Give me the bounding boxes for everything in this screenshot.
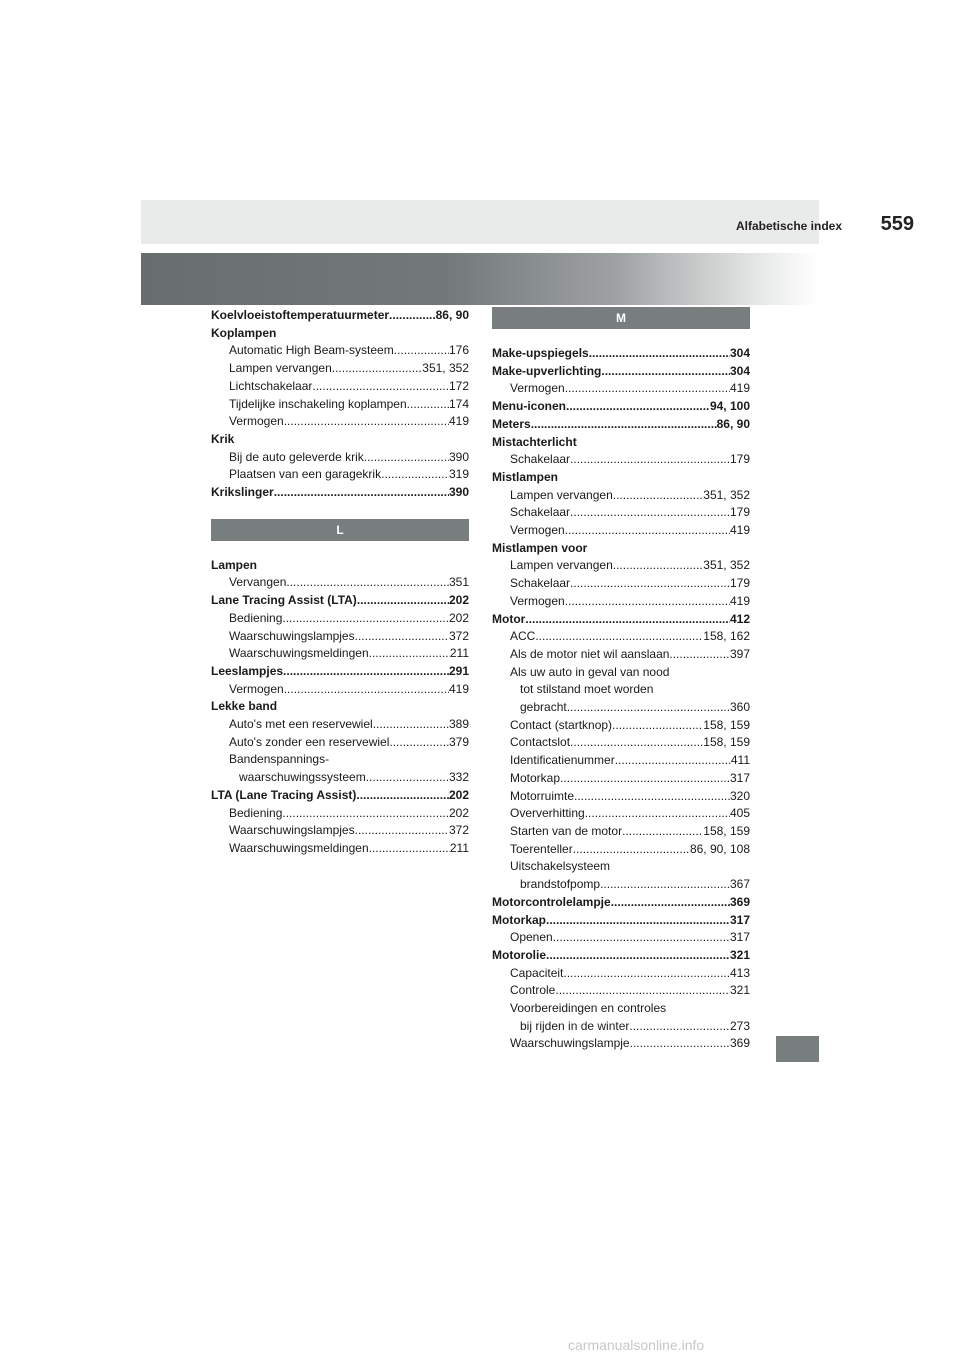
entry-label: Make-upspiegels [492,346,589,360]
entry-page: 202 [448,805,469,820]
entry-page: 390 [448,449,469,464]
index-entry [211,325,469,343]
entry-label: Openen [510,930,553,945]
entry-page: 319 [448,467,469,482]
entry-label: Vermogen [229,681,284,696]
index-subentry [211,610,469,628]
entry-label: Toerenteller [510,841,573,856]
entry-label: Auto's zonder een reservewiel [229,734,390,749]
entry-page: 351 [448,575,469,590]
dot-leader [394,342,449,360]
entry-label: Waarschuwingsmeldingen [229,840,369,855]
index-subentry [211,645,469,663]
dot-leader [669,646,730,664]
entry-page: 304 [729,346,750,360]
dot-leader [563,965,730,983]
entry-label: Krikslinger [211,485,274,500]
index-subentry [211,805,469,823]
entry-page: 174 [448,396,469,411]
entry-label: Starten van de motor [510,823,623,838]
index-entry [492,363,750,381]
dot-leader [366,769,449,787]
index-subentry [211,681,469,699]
entry-label: Lichtschakelaar [229,378,313,393]
index-subentry [211,628,469,646]
entry-label: Vermogen [510,593,565,608]
entry-label: Lampen vervangen [510,558,613,573]
index-subentry [211,769,469,787]
entry-label: Identificatienummer [510,753,615,768]
dot-leader [546,912,730,930]
dot-leader [373,716,449,734]
entry-label: Waarschuwingslampjes [229,628,355,643]
entry-label: Lampen vervangen [229,361,332,376]
entry-page: 419 [448,414,469,429]
entry-page: 419 [729,593,750,608]
index-entry [492,416,750,434]
side-thumb-tab [776,1036,819,1062]
dot-leader [570,451,730,469]
entry-page: 379 [448,734,469,749]
entry-page: 372 [448,628,469,643]
dot-leader [600,876,730,894]
dot-leader [355,822,449,840]
dot-leader [611,894,730,912]
dot-leader [407,396,449,414]
index-entry [492,469,750,487]
section-title: Alfabetische index [735,219,842,233]
entry-label: Krik [211,431,235,446]
entry-page: 332 [448,770,469,785]
entry-page: 351, 352 [703,487,750,502]
index-subentry [211,449,469,467]
dot-leader [565,522,730,540]
entry-page: 351, 352 [422,361,469,376]
index-subentry [211,466,469,484]
index-entry [211,663,469,681]
index-subentry [211,751,469,769]
entry-label: Capaciteit [510,965,564,980]
dot-leader [629,1018,730,1036]
index-subentry [211,574,469,592]
entry-page: 390 [448,485,469,500]
dot-leader [555,982,730,1000]
dot-leader [381,466,449,484]
entry-label: Uitschakelsysteem [510,859,611,874]
index-subentry [492,487,750,505]
entry-page: 317 [729,930,750,945]
entry-label: Mistlampen [492,469,559,484]
index-entry [492,434,750,452]
entry-label: Auto's met een reservewiel [229,717,373,732]
entry-label: Leeslampjes [211,663,284,678]
entry-label: waarschuwingssysteem [239,770,366,785]
entry-page: 86, 90 [435,308,469,322]
entry-page: 419 [729,523,750,538]
dot-leader [570,504,730,522]
entry-label: Bediening [229,805,283,820]
index-subentry [211,840,469,858]
index-subentry [492,858,750,876]
index-subentry [492,823,750,841]
entry-label: Tijdelijke inschakeling koplampen [229,396,407,411]
dot-leader [570,575,730,593]
entry-label: Meters [492,416,531,431]
index-subentry [492,752,750,770]
entry-label: Voorbereidingen en controles [510,1001,667,1016]
entry-page: 317 [729,770,750,785]
entry-page: 419 [448,681,469,696]
entry-label: Bandenspannings- [229,752,330,767]
dot-leader [357,592,449,610]
entry-page: 202 [448,593,469,608]
index-entry [492,912,750,930]
index-subentry [492,805,750,823]
entry-page: 202 [448,610,469,625]
entry-page: 413 [729,965,750,980]
page-number: 559 [880,213,914,235]
entry-page: 94, 100 [709,399,750,414]
entry-page: 405 [729,806,750,821]
entry-label: Mistlampen voor [492,540,588,555]
dot-leader [553,929,730,947]
entry-page: 412 [729,611,750,626]
entry-label: tot stilstand moet worden [520,682,654,697]
index-subentry [492,681,750,699]
entry-page: 211 [449,646,469,661]
index-subentry [492,699,750,717]
entry-page: 321 [729,947,750,962]
entry-page: 179 [729,505,750,520]
dot-leader [630,1035,730,1053]
index-entry [211,592,469,610]
index-subentry [492,646,750,664]
entry-label: Schakelaar [510,505,571,520]
dot-leader [573,841,690,859]
entry-label: Motorkap [510,770,561,785]
index-subentry [492,1000,750,1018]
entry-label: Bij de auto geleverde krik [229,449,364,464]
dot-leader [560,770,730,788]
index-entry [492,611,750,629]
entry-page: 158, 162 [703,629,750,644]
entry-label: Oververhitting [510,806,585,821]
entry-label: LTA (Lane Tracing Assist) [211,787,357,802]
dot-leader [389,307,436,325]
dot-leader [601,363,730,381]
index-subentry [211,396,469,414]
entry-label: Waarschuwingslampjes [229,823,355,838]
dot-leader [525,611,730,629]
index-subentry [492,929,750,947]
index-subentry [211,734,469,752]
entry-label: Als de motor niet wil aanslaan [510,646,670,661]
index-entry [492,894,750,912]
index-entry [211,307,469,325]
index-subentry [492,717,750,735]
index-subentry [211,342,469,360]
entry-label: Make-upverlichting [492,363,602,378]
dot-leader [615,752,731,770]
index-subentry [492,965,750,983]
entry-page: 211 [449,840,469,855]
entry-page: 291 [448,663,469,678]
entry-page: 320 [729,788,750,803]
index-list-k [211,307,469,502]
letter-heading-m: M [492,307,750,329]
index-entry [211,787,469,805]
index-subentry [211,716,469,734]
entry-page: 176 [448,343,469,358]
entry-page: 360 [729,700,750,715]
dot-leader [535,628,703,646]
entry-page: 372 [448,823,469,838]
dot-leader [565,380,730,398]
index-entry [492,398,750,416]
dot-leader [565,593,730,611]
entry-label: Motor [492,611,526,626]
dot-leader [574,788,730,806]
entry-label: brandstofpomp [520,877,601,892]
index-subentry [492,575,750,593]
dot-leader [613,487,704,505]
index-subentry [492,664,750,682]
index-entry [492,540,750,558]
index-entry [211,557,469,575]
index-subentry [492,1035,750,1053]
entry-page: 351, 352 [703,558,750,573]
dot-leader [355,628,449,646]
entry-page: 86, 90, 108 [689,841,750,856]
entry-label: Als uw auto in geval van nood [510,664,670,679]
entry-label: Lampen [211,557,258,572]
entry-page: 367 [729,877,750,892]
dot-leader [282,610,449,628]
dot-leader [566,398,710,416]
index-entry [211,698,469,716]
dot-leader [389,734,449,752]
index-column-right [492,307,750,1053]
index-list-l [211,557,469,858]
index-subentry [492,788,750,806]
index-subentry [492,628,750,646]
dot-leader [274,484,449,502]
index-entry [211,431,469,449]
entry-page: 304 [729,363,750,378]
index-subentry [492,522,750,540]
header-bar [141,200,819,244]
index-subentry [492,557,750,575]
dot-leader [546,947,730,965]
entry-label: Vervangen [229,575,287,590]
index-subentry [492,593,750,611]
entry-label: Motorolie [492,947,546,962]
entry-label: gebracht [520,700,567,715]
entry-page: 158, 159 [703,823,750,838]
index-subentry [492,734,750,752]
index-entry [492,947,750,965]
dot-leader [567,699,730,717]
entry-label: Menu-iconen [492,399,566,414]
entry-page: 202 [448,787,469,802]
dot-leader [312,378,449,396]
entry-page: 158, 159 [703,735,750,750]
index-entry [211,484,469,502]
dot-leader [284,413,449,431]
entry-label: Motorcontrolelampje [492,894,611,909]
entry-page: 317 [729,912,750,927]
entry-page: 158, 159 [703,717,750,732]
entry-label: Contact (startknop) [510,717,613,732]
entry-page: 369 [729,894,750,909]
entry-page: 369 [729,1036,750,1051]
index-subentry [211,360,469,378]
watermark: carmanualsonline.info [568,1337,705,1353]
index-subentry [492,1018,750,1036]
entry-label: Controle [510,983,556,998]
dot-leader [356,787,449,805]
index-subentry [492,770,750,788]
entry-label: Contactslot [510,735,571,750]
index-column-left [211,307,469,858]
dot-leader [570,734,703,752]
index-subentry [211,378,469,396]
entry-label: Schakelaar [510,576,571,591]
entry-label: bij rijden in de winter [520,1018,630,1033]
entry-page: 273 [729,1018,750,1033]
entry-page: 86, 90 [716,416,750,431]
entry-page: 179 [729,452,750,467]
entry-label: Vermogen [510,523,565,538]
entry-label: Plaatsen van een garagekrik [229,467,382,482]
entry-label: Lekke band [211,699,278,714]
index-subentry [211,413,469,431]
entry-page: 419 [729,381,750,396]
index-entry [492,345,750,363]
entry-label: Automatic High Beam-systeem [229,343,394,358]
dot-leader [612,717,703,735]
entry-page: 172 [448,378,469,393]
dot-leader [369,840,450,858]
index-subentry [492,982,750,1000]
entry-label: Lampen vervangen [510,487,613,502]
dot-leader [283,663,449,681]
index-subentry [492,876,750,894]
entry-page: 179 [729,576,750,591]
dot-leader [282,805,449,823]
dot-leader [286,574,449,592]
entry-label: ACC [510,629,536,644]
dot-leader [531,416,717,434]
dot-leader [364,449,449,467]
dot-leader [332,360,423,378]
entry-page: 397 [729,646,750,661]
index-list-m [492,345,750,1053]
entry-label: Schakelaar [510,452,571,467]
entry-label: Motorruimte [510,788,575,803]
entry-label: Motorkap [492,912,546,927]
letter-heading-l: L [211,519,469,541]
entry-label: Vermogen [510,381,565,396]
index-subentry [211,822,469,840]
entry-page: 411 [730,753,750,768]
entry-label: Koplampen [211,325,277,340]
index-subentry [492,380,750,398]
entry-label: Waarschuwingslampje [510,1036,630,1051]
entry-label: Lane Tracing Assist (LTA) [211,593,357,608]
dot-leader [613,557,704,575]
dot-leader [585,805,730,823]
index-subentry [492,451,750,469]
dot-leader [369,645,450,663]
header-band [141,253,819,305]
dot-leader [284,681,449,699]
index-subentry [492,504,750,522]
entry-label: Bediening [229,610,283,625]
index-subentry [492,841,750,859]
dot-leader [622,823,703,841]
entry-label: Koelvloeistoftemperatuurmeter [211,308,390,322]
entry-page: 389 [448,717,469,732]
dot-leader [589,345,730,363]
entry-page: 321 [729,983,750,998]
entry-label: Mistachterlicht [492,434,577,449]
entry-label: Waarschuwingsmeldingen [229,646,369,661]
entry-label: Vermogen [229,414,284,429]
